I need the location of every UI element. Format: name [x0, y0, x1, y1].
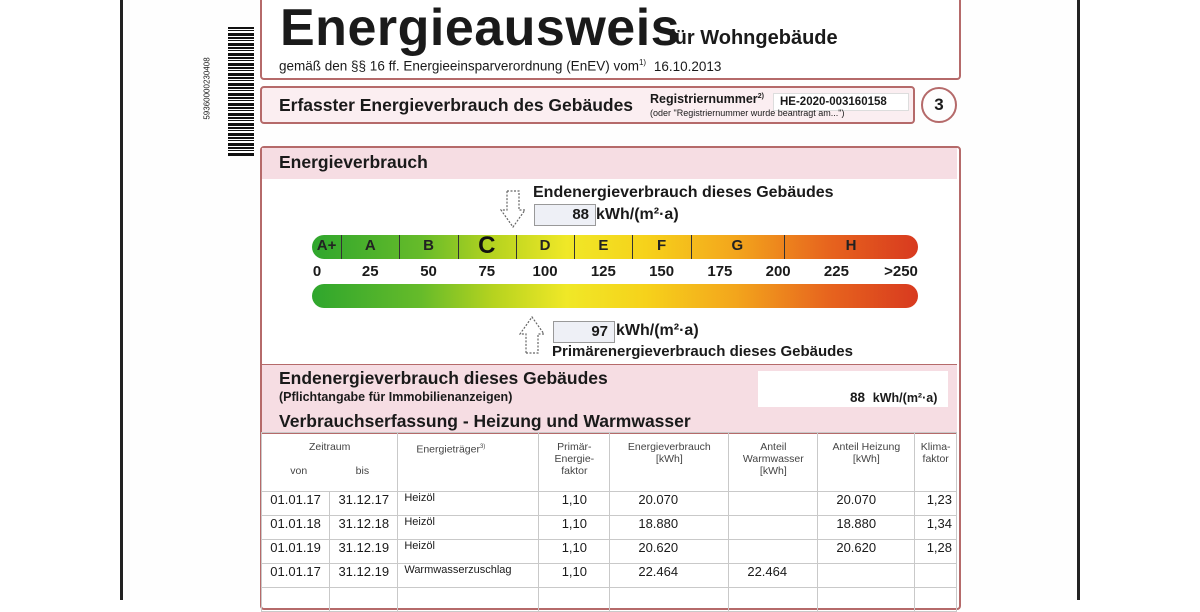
cell-heating: 18.880: [818, 516, 915, 540]
cell-heating: [818, 564, 915, 588]
mandatory-note: (Pflichtangabe für Immobilienanzeigen): [279, 390, 513, 404]
right-border: [1077, 0, 1080, 600]
cell-hot-water: [729, 492, 818, 516]
efficiency-gradient-bar: [312, 284, 918, 308]
barcode: [228, 27, 254, 157]
efficiency-tick-label: 0: [312, 263, 322, 280]
cell-carrier: Heizöl: [398, 492, 539, 516]
efficiency-class-label: D: [539, 237, 551, 254]
page-number-badge: 3: [921, 87, 957, 123]
table-row: [262, 540, 957, 564]
cell-factor: 1,10: [539, 540, 610, 564]
efficiency-tick-label: 225: [823, 263, 849, 280]
table-row: [262, 492, 957, 516]
cell-heating: 20.620: [818, 540, 915, 564]
efficiency-class-separator: [632, 235, 633, 259]
cell-from: 01.01.18: [262, 516, 330, 540]
cell-from: 01.01.19: [262, 540, 330, 564]
left-border: [120, 0, 123, 600]
cell-hot-water: 22.464: [729, 564, 818, 588]
cell-to: 31.12.19: [330, 540, 398, 564]
registration-footnote: 2): [757, 92, 764, 100]
cell-consumption: 20.070: [610, 492, 729, 516]
efficiency-class-label: A+: [316, 237, 337, 254]
header-carrier-label: Energieträger: [416, 443, 480, 456]
cell-carrier: Heizöl: [398, 516, 539, 540]
section-title: Erfasster Energieverbrauch des Gebäudes: [279, 95, 634, 115]
table-row: [262, 564, 957, 588]
cell-climate: [915, 564, 957, 588]
cell-carrier: Heizöl: [398, 540, 539, 564]
efficiency-tick-label: 200: [765, 263, 791, 280]
end-energy-unit: kWh/(m²·a): [596, 206, 679, 223]
document-title: Energieausweis: [280, 0, 681, 57]
header-heating: Anteil Heizung [kWh]: [818, 433, 915, 492]
document-subtitle: für Wohngebäude: [668, 27, 838, 49]
cell-factor: 1,10: [539, 516, 610, 540]
cell-hot-water: [729, 516, 818, 540]
cell-factor: 1,10: [539, 492, 610, 516]
mandatory-value-unit: kWh/(m²·a): [872, 391, 938, 405]
cell-to: 31.12.17: [330, 492, 398, 516]
table-header-row: [262, 433, 957, 492]
efficiency-class-label: G: [731, 237, 744, 254]
cell-to: 31.12.18: [330, 516, 398, 540]
consumption-table: [261, 432, 957, 612]
mandatory-title: Endenergieverbrauch dieses Gebäudes: [279, 368, 608, 388]
table-row: [262, 516, 957, 540]
law-text: gemäß den §§ 16 ff. Energieeinsparverordnung (EnEV) vom: [279, 58, 639, 74]
law-reference: [279, 58, 721, 74]
efficiency-tick-label: 150: [649, 263, 675, 280]
header-from: von: [290, 465, 308, 477]
efficiency-class-separator: [784, 235, 785, 259]
efficiency-tick-label: 125: [590, 263, 616, 280]
cell-heating: 20.070: [818, 492, 915, 516]
primary-energy-arrow-icon: [519, 316, 545, 354]
table-body: [262, 492, 957, 612]
efficiency-class-separator: [341, 235, 342, 259]
cell-from: 01.01.17: [262, 564, 330, 588]
registration-note: (oder "Registriernummer wurde beantragt am..."): [650, 108, 845, 118]
consumption-title: Verbrauchserfassung - Heizung und Warmwasser: [279, 411, 691, 431]
efficiency-tick-label: >250: [884, 263, 918, 280]
header-hot-water: Anteil Warmwasser [kWh]: [729, 433, 818, 492]
cell-consumption: 22.464: [610, 564, 729, 588]
registration-label: [650, 92, 764, 106]
header-period: [262, 433, 398, 492]
cell-climate: 1,28: [915, 540, 957, 564]
primary-energy-value: 97: [553, 321, 615, 343]
header-carrier: [398, 433, 539, 492]
cell-consumption: 18.880: [610, 516, 729, 540]
law-date: 16.10.2013: [653, 58, 722, 74]
end-energy-value: 88: [534, 204, 596, 226]
header-primary-factor: Primär- Energie- faktor: [539, 433, 610, 492]
barcode-number: 59360000230408: [202, 57, 212, 120]
efficiency-class-separator: [458, 235, 459, 259]
efficiency-tick-label: 25: [361, 263, 379, 280]
cell-climate: 1,23: [915, 492, 957, 516]
efficiency-scale-bar: [312, 235, 918, 259]
efficiency-class-label: E: [598, 237, 609, 254]
efficiency-class-label: H: [845, 237, 857, 254]
efficiency-class-label: B: [423, 237, 434, 254]
efficiency-tick-label: 100: [532, 263, 558, 280]
cell-consumption: 20.620: [610, 540, 729, 564]
energy-heading: Energieverbrauch: [279, 152, 428, 172]
end-energy-label: Endenergieverbrauch dieses Gebäudes: [533, 184, 834, 201]
cell-factor: 1,10: [539, 564, 610, 588]
efficiency-tick-label: 175: [707, 263, 733, 280]
efficiency-class-separator: [399, 235, 400, 259]
law-footnote: 1): [638, 58, 647, 67]
cell-climate: 1,34: [915, 516, 957, 540]
efficiency-class-separator: [574, 235, 575, 259]
efficiency-class-label: C: [478, 232, 496, 259]
efficiency-class-label: F: [657, 237, 667, 254]
header-climate: Klima- faktor: [915, 433, 957, 492]
header-period-label: Zeitraum: [308, 441, 351, 453]
cell-hot-water: [729, 540, 818, 564]
registration-label-text: Registriernummer: [650, 92, 758, 106]
cell-to: 31.12.19: [330, 564, 398, 588]
header-carrier-footnote: 3): [479, 444, 486, 450]
cell-from: 01.01.17: [262, 492, 330, 516]
header-consumption: Energieverbrauch [kWh]: [610, 433, 729, 492]
cell-carrier: Warmwasserzuschlag: [398, 564, 539, 588]
end-energy-arrow-icon: [500, 190, 526, 228]
mandatory-value: [850, 390, 937, 405]
primary-energy-label: Primärenergieverbrauch dieses Gebäudes: [552, 343, 853, 360]
mandatory-value-number: 88: [850, 390, 866, 405]
header-to: bis: [355, 465, 370, 477]
efficiency-tick-label: 50: [420, 263, 437, 280]
efficiency-class-separator: [516, 235, 517, 259]
primary-energy-unit: kWh/(m²·a): [616, 322, 699, 339]
efficiency-class-separator: [691, 235, 692, 259]
efficiency-tick-label: 75: [478, 263, 496, 280]
efficiency-class-label: A: [364, 237, 376, 254]
registration-number: HE-2020-003160158: [773, 93, 909, 111]
